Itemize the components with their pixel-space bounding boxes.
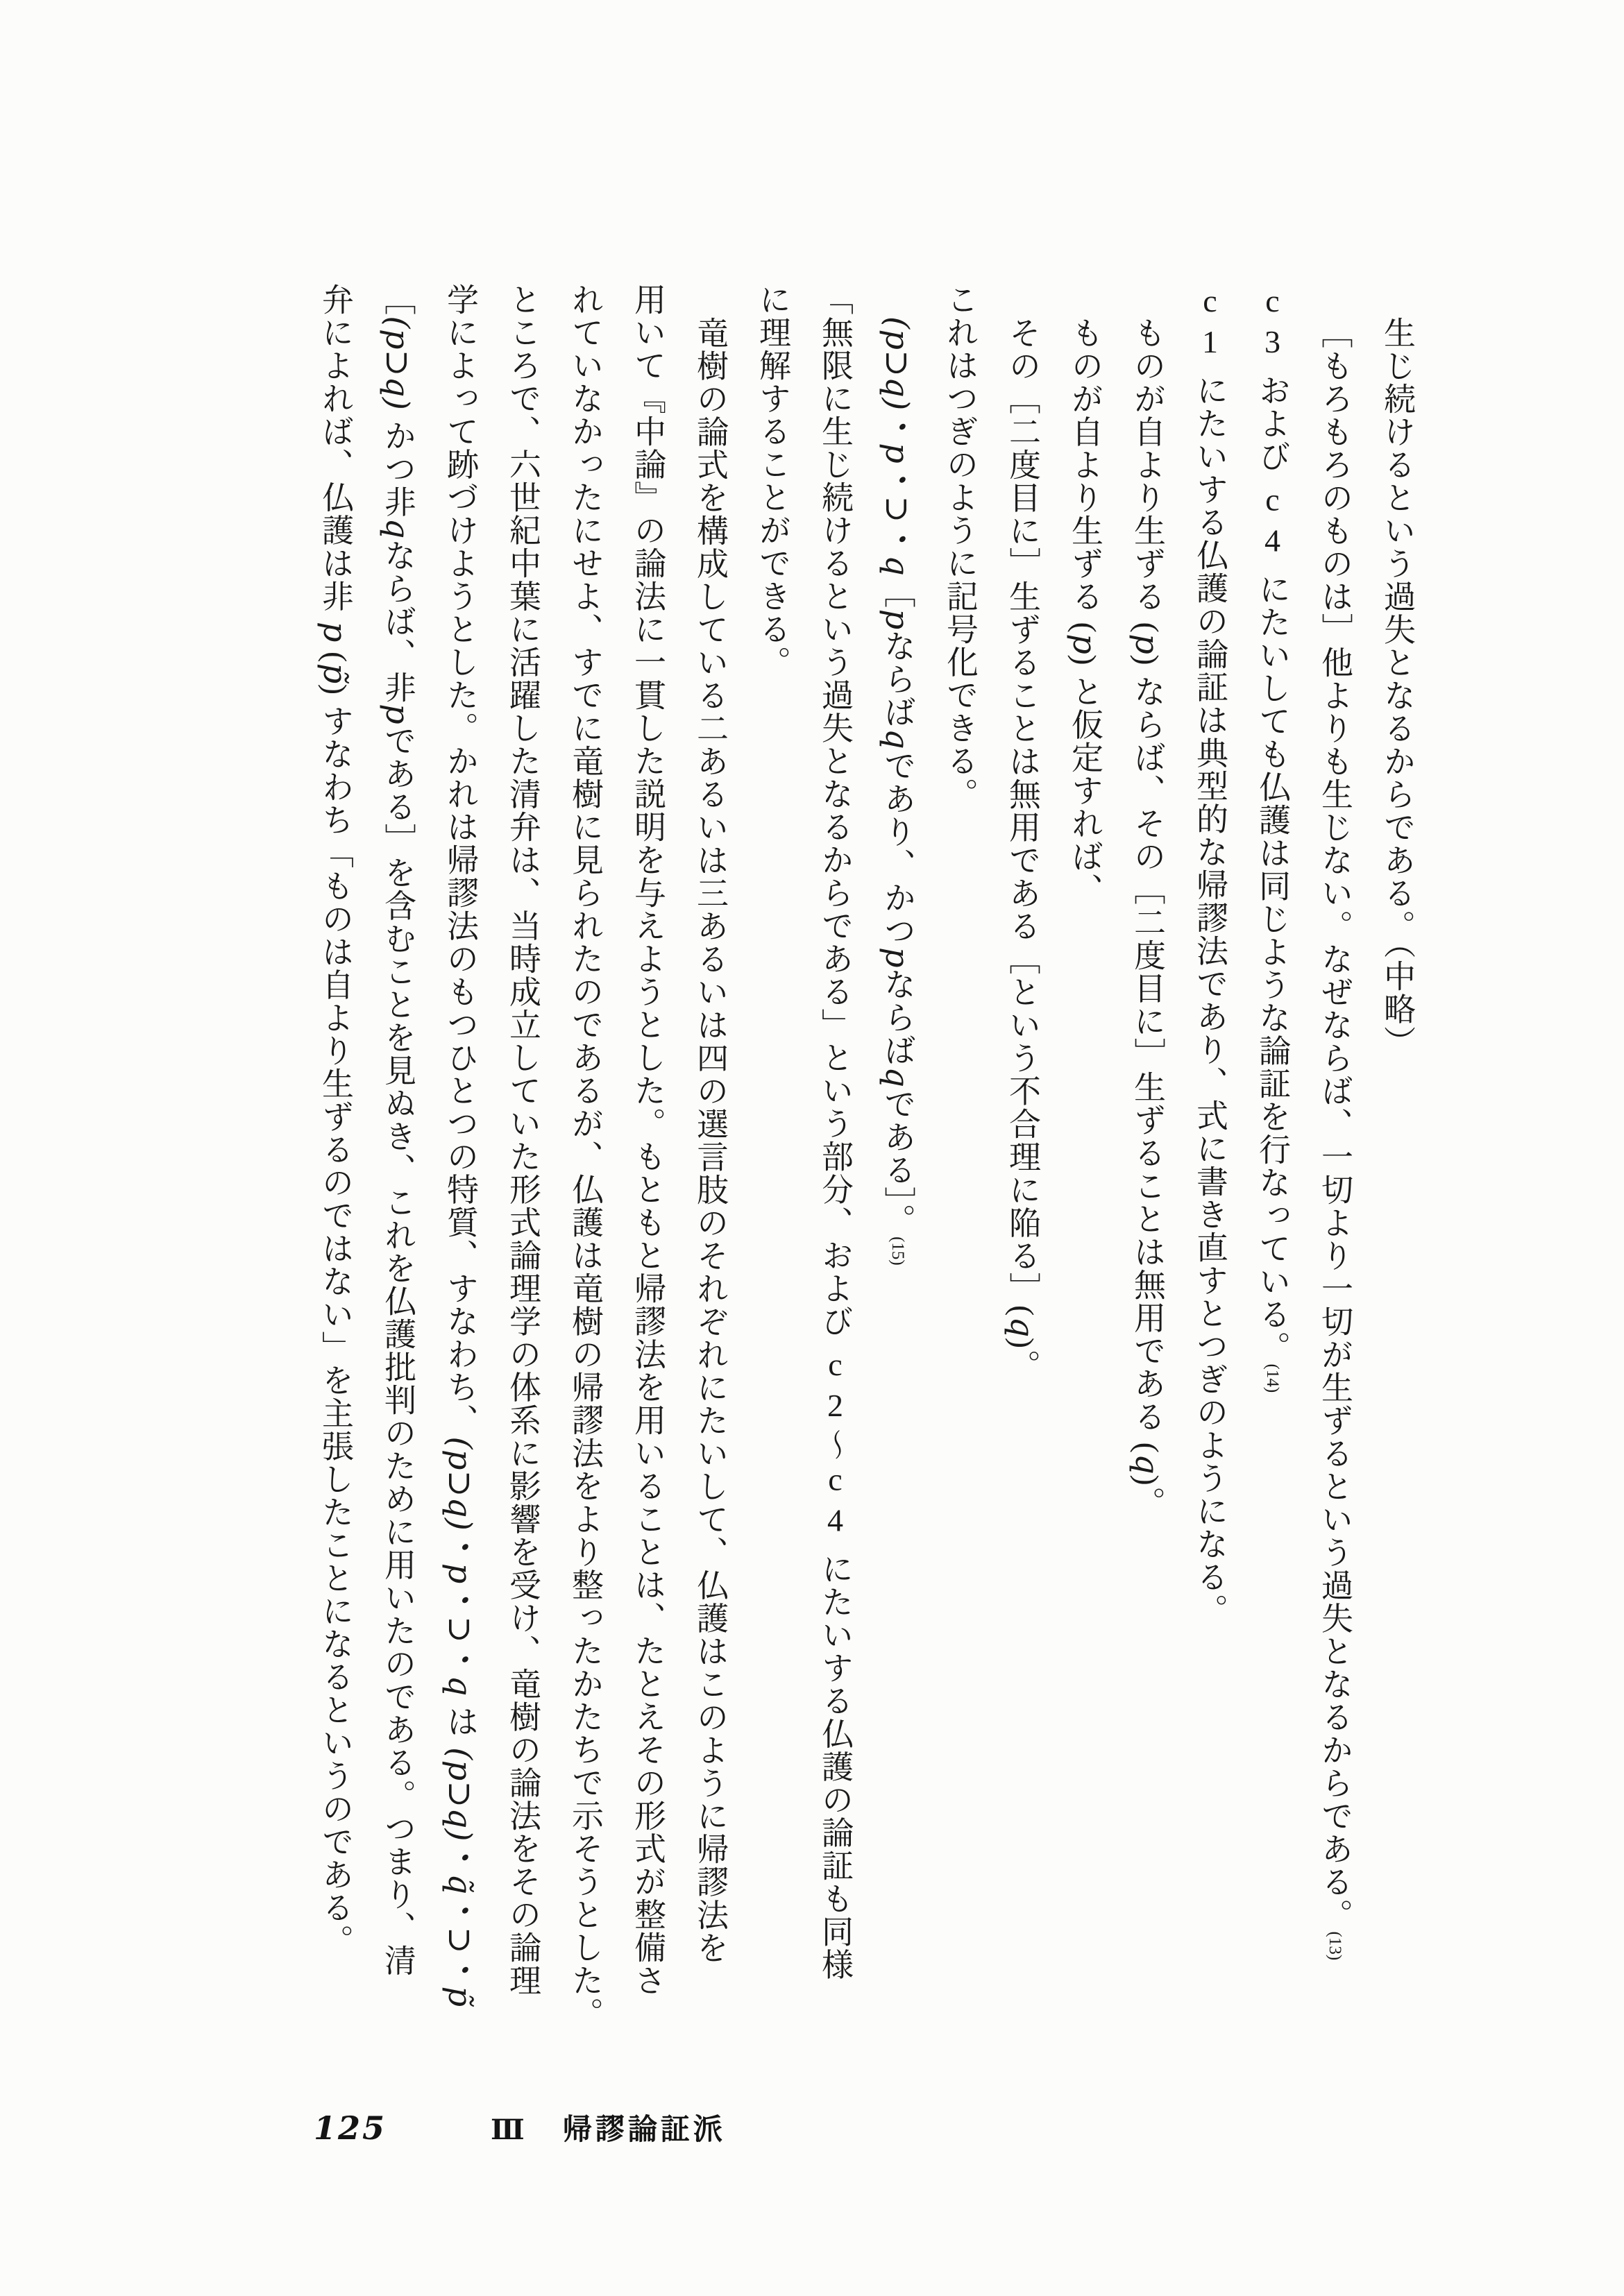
- column-text: である］。: [880, 1087, 915, 1237]
- column-text: ［: [880, 576, 915, 609]
- variable-p: p: [1128, 633, 1166, 655]
- column-text: 竜樹の論式を構成している二あるいは三あるいは四の選言肢のそれぞれにたいして、仏護はこのように帰謬法を: [693, 316, 728, 1964]
- page-number: 125: [314, 2109, 387, 2147]
- variable-p: p: [316, 622, 354, 643]
- text-column-1: [1366, 283, 1428, 2087]
- column-text: )。: [1130, 1474, 1165, 1520]
- column-text: ならば: [880, 968, 915, 1067]
- column-text: 「無限に生じ続けるという過失となるからである」という部分、および: [818, 283, 853, 1347]
- column-text: 学によって跡づけようとした。かれは帰謬法のもつひとつの特質、すなわち、: [443, 283, 478, 1437]
- column-text: であり、かつ: [880, 749, 915, 948]
- column-text: ) ならば、その［二度目に］生ずることは無用である (: [1130, 654, 1165, 1454]
- column-text: にたいしても仏護は同じような論証を行なっている。: [1255, 563, 1290, 1364]
- footnote-marker-15: (15): [888, 1236, 907, 1266]
- column-text: これはつぎのように記号化できる。: [942, 283, 978, 810]
- column-text: ) すなわち「ものは自より生ずるのではない」を主張したことになるというのである。: [318, 683, 353, 1957]
- text-column-15: [491, 283, 554, 2087]
- vertical-text-block: [304, 283, 1428, 2087]
- logic-formula-modus-ponens: (p⊃q)・p・⊃・q: [879, 316, 916, 577]
- text-column-7: [991, 283, 1054, 2087]
- text-column-4: [1178, 283, 1241, 2087]
- column-text: ［もろもろのものは］他よりも生じない。なぜならば、一切より一切が生ずるという過失となるからである。: [1317, 316, 1353, 1932]
- column-text: ものが自より生ずる (: [1130, 316, 1165, 634]
- column-text: その［二度目に］生ずることは無用である［という不合理に陥る］(: [1005, 316, 1040, 1317]
- column-text: )。: [1005, 1337, 1040, 1383]
- text-column-14: [554, 283, 616, 2087]
- variable-q: q: [379, 518, 416, 539]
- column-text: 弁によれば、仏護は非: [318, 283, 353, 622]
- variable-p: p: [879, 947, 916, 969]
- text-column-13: [616, 283, 679, 2087]
- variable-q: q: [879, 1066, 916, 1088]
- text-column-8: [929, 283, 991, 2087]
- case-label-c2: c2: [818, 1347, 853, 1429]
- variable-q: q: [1004, 1316, 1041, 1338]
- column-text: ［: [380, 283, 416, 316]
- range-wave-dash: 〜: [818, 1429, 853, 1462]
- column-text: に理解することができる。: [755, 283, 790, 679]
- text-column-17: [366, 283, 429, 2087]
- column-text: である］を含むことを見ぬき、これを仏護批判のために用いたのである。つまり、清: [380, 724, 416, 1978]
- case-label-c3: c3: [1255, 283, 1290, 365]
- column-text: 用いて『中論』の論法に一貫した説明を与えようとした。もともと帰謬法を用いることは、たとえその形式が整備さ: [630, 283, 666, 1997]
- column-text: 生じ続けるという過失となるからである。（中略）: [1380, 316, 1415, 1059]
- column-text: および: [1255, 365, 1290, 482]
- text-column-5: [1116, 283, 1178, 2087]
- footnote-marker-13: (13): [1326, 1931, 1344, 1961]
- text-column-2: [1303, 283, 1366, 2087]
- variable-q: q: [879, 729, 916, 750]
- text-column-10: [804, 283, 866, 2087]
- chapter-numeral: Ⅲ: [491, 2114, 525, 2145]
- case-label-c4: c4: [818, 1461, 853, 1544]
- footnote-marker-14: (14): [1263, 1363, 1282, 1393]
- text-column-9: [866, 283, 929, 2087]
- column-text: ところで、六世紀中葉に活躍した清弁は、当時成立していた形式論理学の体系に影響を受け、竜樹の論法をその論理: [505, 283, 541, 1997]
- variable-q: q: [1128, 1454, 1166, 1475]
- text-column-18: [304, 283, 366, 2087]
- column-text: は: [443, 1696, 478, 1748]
- variable-p: p: [379, 704, 416, 725]
- column-text: ) と仮定すれば、: [1067, 654, 1103, 906]
- text-column-6: [1054, 283, 1116, 2087]
- logic-formula-implication: (p⊃q): [379, 316, 416, 411]
- column-text: ならば、非: [380, 538, 416, 704]
- text-column-12: [679, 283, 741, 2087]
- column-text: かつ非: [380, 410, 416, 518]
- logic-formula-modus-tollens: (p⊃q)・q̃・⊃・p̃: [441, 1747, 479, 2007]
- column-text: ものが自より生ずる (: [1067, 316, 1103, 634]
- text-column-3: [1241, 283, 1303, 2087]
- column-text: にたいする仏護の論証も同様: [818, 1543, 853, 1981]
- variable-p: p: [879, 609, 916, 630]
- logic-formula-modus-ponens: (p⊃q)・p・⊃・q: [441, 1436, 479, 1697]
- column-text: れていなかったにせよ、すでに竜樹に見られたのであるが、仏護は竜樹の帰謬法をより整ったかたちで示そうとした。: [568, 283, 603, 2030]
- text-column-16: [429, 283, 491, 2087]
- variable-p: p: [1066, 633, 1103, 655]
- page-footer: [314, 2107, 726, 2148]
- variable-not-p: p̃: [316, 663, 354, 684]
- column-text: ならば: [880, 629, 915, 729]
- text-column-11: [741, 283, 804, 2087]
- running-head: 帰謬論証派: [562, 2114, 726, 2146]
- case-label-c1: c1: [1192, 283, 1228, 365]
- column-text: にたいする仏護の論証は典型的な帰謬法であり、式に書き直すとつぎのようになる。: [1192, 365, 1228, 1626]
- case-label-c4: c4: [1255, 482, 1290, 564]
- column-text: (: [318, 642, 353, 663]
